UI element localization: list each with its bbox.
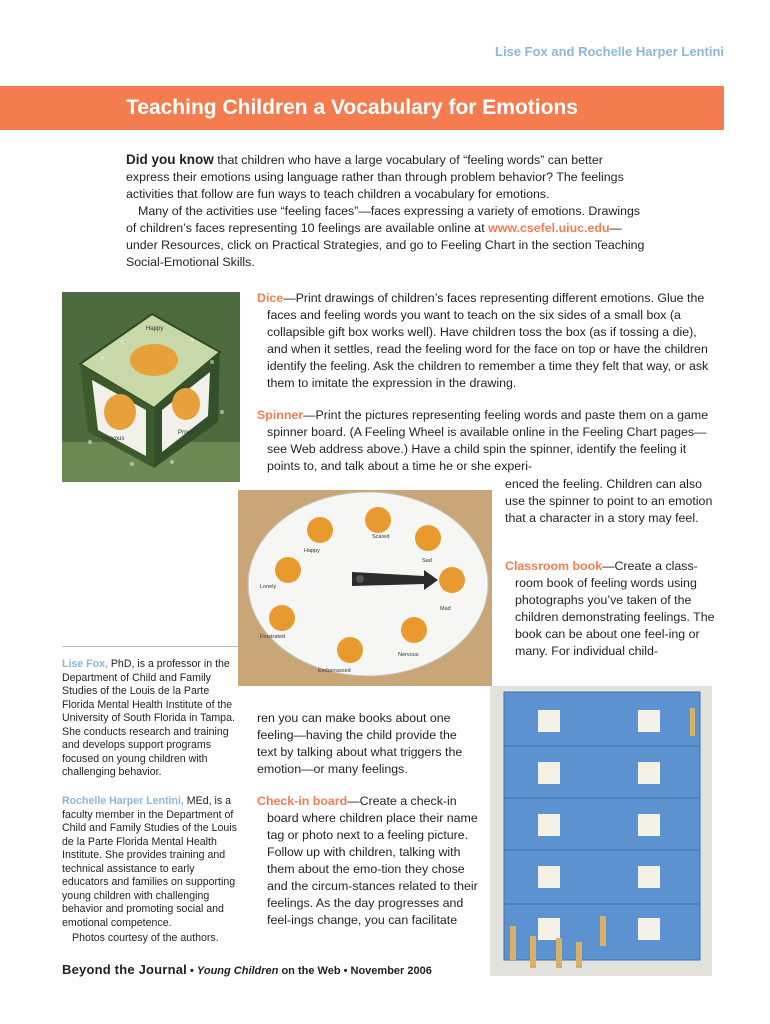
footer-brand: Beyond the Journal: [62, 962, 187, 977]
bio-text-lentini: MEd, is a faculty member in the Department of Child and Family Studies of the Louis de la Parte Florida Mental Health Institute. She provides training and technical assistance to early educators and families on supporting young children with challenging behavior and promoting social and emotional competence.: [62, 795, 237, 929]
checkin-board-photo: [490, 686, 712, 976]
spinner-pivot: [356, 575, 364, 583]
spinner-paragraph: [257, 407, 719, 475]
csefel-link[interactable]: www.csefel.uiuc.edu: [488, 221, 610, 235]
intro-paragraph-1: [126, 151, 646, 203]
dice-left-face-drawing: [104, 394, 136, 430]
author-byline: Lise Fox and Rochelle Harper Lentini: [495, 44, 724, 59]
intro-text: [126, 151, 646, 271]
footer-date: November 2006: [350, 965, 432, 977]
intro-p1-text: that children who have a large vocabulary of “feeling words” can better express their emotions using language rather than through problem behavior? The feelings activities that follow are fun ways to teach children a vocabulary for emotions.: [126, 153, 624, 201]
spinner-label-scared: Scared: [372, 534, 390, 540]
dice-paragraph: [257, 290, 719, 392]
classroom-book-text: —Create a class-room book of feeling words using photographs you’ve taken of the children demonstrating feelings. The book can be about one feel-ing or many. For individual child-: [515, 559, 715, 658]
dice-label-nervous: Nervous: [102, 436, 125, 442]
page-footer: [62, 962, 432, 977]
intro-p2-start: Many of the activities use “feeling faces”—faces expressing a variety of emotions. Drawings of children’s faces representing 10 feelings are available online at: [126, 204, 641, 235]
checkin-board-paragraph: [257, 793, 487, 929]
footer-on-web: on the Web: [278, 965, 341, 977]
article-title: Teaching Children a Vocabulary for Emotions: [126, 96, 578, 119]
spinner-term: Spinner: [257, 408, 304, 422]
intro-p2-end: —under Resources, click on Practical Strategies, and go to Feeling Chart in the section Teaching Social-Emotional Skills.: [126, 221, 645, 269]
dice-text: —Print drawings of children’s faces representing different emotions. Glue the faces and feeling words you want to teach on the six sides of a small box (a collapsible gift box works well). Have children toss the box (as if tossing a die), and when it settles, read the feeling word for the face on top or have the children identify the feeling. Ask the children to remember a time they felt that way, or ask them to imitate the expression in the drawing.: [267, 291, 709, 390]
footer-bullet-2: •: [340, 965, 351, 977]
classroom-book-paragraph-continued: ren you can make books about one feeling—having the child provide the text by talking about what triggers the emotion—or many feelings.: [257, 711, 463, 776]
dice-top-face-drawing: [130, 344, 178, 376]
bio-name-lentini: Rochelle Harper Lentini,: [62, 795, 184, 807]
classroom-book-term: Classroom book: [505, 559, 603, 573]
spinner-label-mad: Mad: [440, 606, 451, 612]
spinner-label-embarrassed: Embarrassed: [318, 668, 351, 674]
dice-label-happy: Happy: [146, 326, 164, 332]
bio-divider: [62, 646, 238, 647]
spinner-text: —Print the pictures representing feeling words and paste them on a game spinner board. (A Feeling Wheel is available online in the Feeling Chart pages—see Web address above.) Have a child spin the spinner, identify the feeling it points to, and talk about a time he or she experi-: [267, 408, 709, 473]
spinner-label-frustrated: Frustrated: [260, 634, 286, 640]
spinner-label-happy: Happy: [304, 548, 320, 554]
dice-label-proud: Proud: [178, 430, 195, 436]
spinner-photo: [238, 490, 492, 686]
footer-bullet-1: •: [186, 965, 197, 977]
bio-text-fox: PhD, is a professor in the Department of Child and Family Studies of the Louis de la Parte Florida Mental Health Institute of the University of South Florida in Tampa. She conducts research and training and develops support programs focused on young children with challenging behavior.: [62, 658, 235, 778]
spinner-label-lonely: Lonely: [260, 584, 277, 590]
bio-lise-fox: [62, 658, 240, 780]
intro-paragraph-2: [126, 203, 646, 271]
bio-name-fox: Lise Fox,: [62, 658, 108, 670]
dice-term: Dice: [257, 291, 284, 305]
spinner-paragraph-continued: enced the feeling. Children can also use the spinner to point to an emotion that a character in a story may feel.: [505, 477, 713, 525]
spinner-label-sad: Sad: [422, 558, 432, 564]
checkin-board-text: —Create a check-in board where children place their name tag or photo next to a feeling picture. Follow up with children, talking with them about the emo-tion they chose and the circum-stances related to their feelings. As the day progresses and feel-ings change, you can facilitate: [267, 794, 478, 927]
photo-credit: Photos courtesy of the authors.: [72, 932, 219, 944]
spinner-label-nervous: Nervous: [398, 652, 419, 658]
classroom-book-paragraph: [505, 558, 725, 660]
checkin-board-term: Check-in board: [257, 794, 348, 808]
intro-lead: Did you know: [126, 152, 214, 167]
dice-photo: [62, 292, 240, 482]
footer-journal: Young Children: [196, 965, 279, 977]
bio-rochelle-lentini: [62, 795, 240, 930]
dice-right-face-drawing: [172, 388, 200, 420]
